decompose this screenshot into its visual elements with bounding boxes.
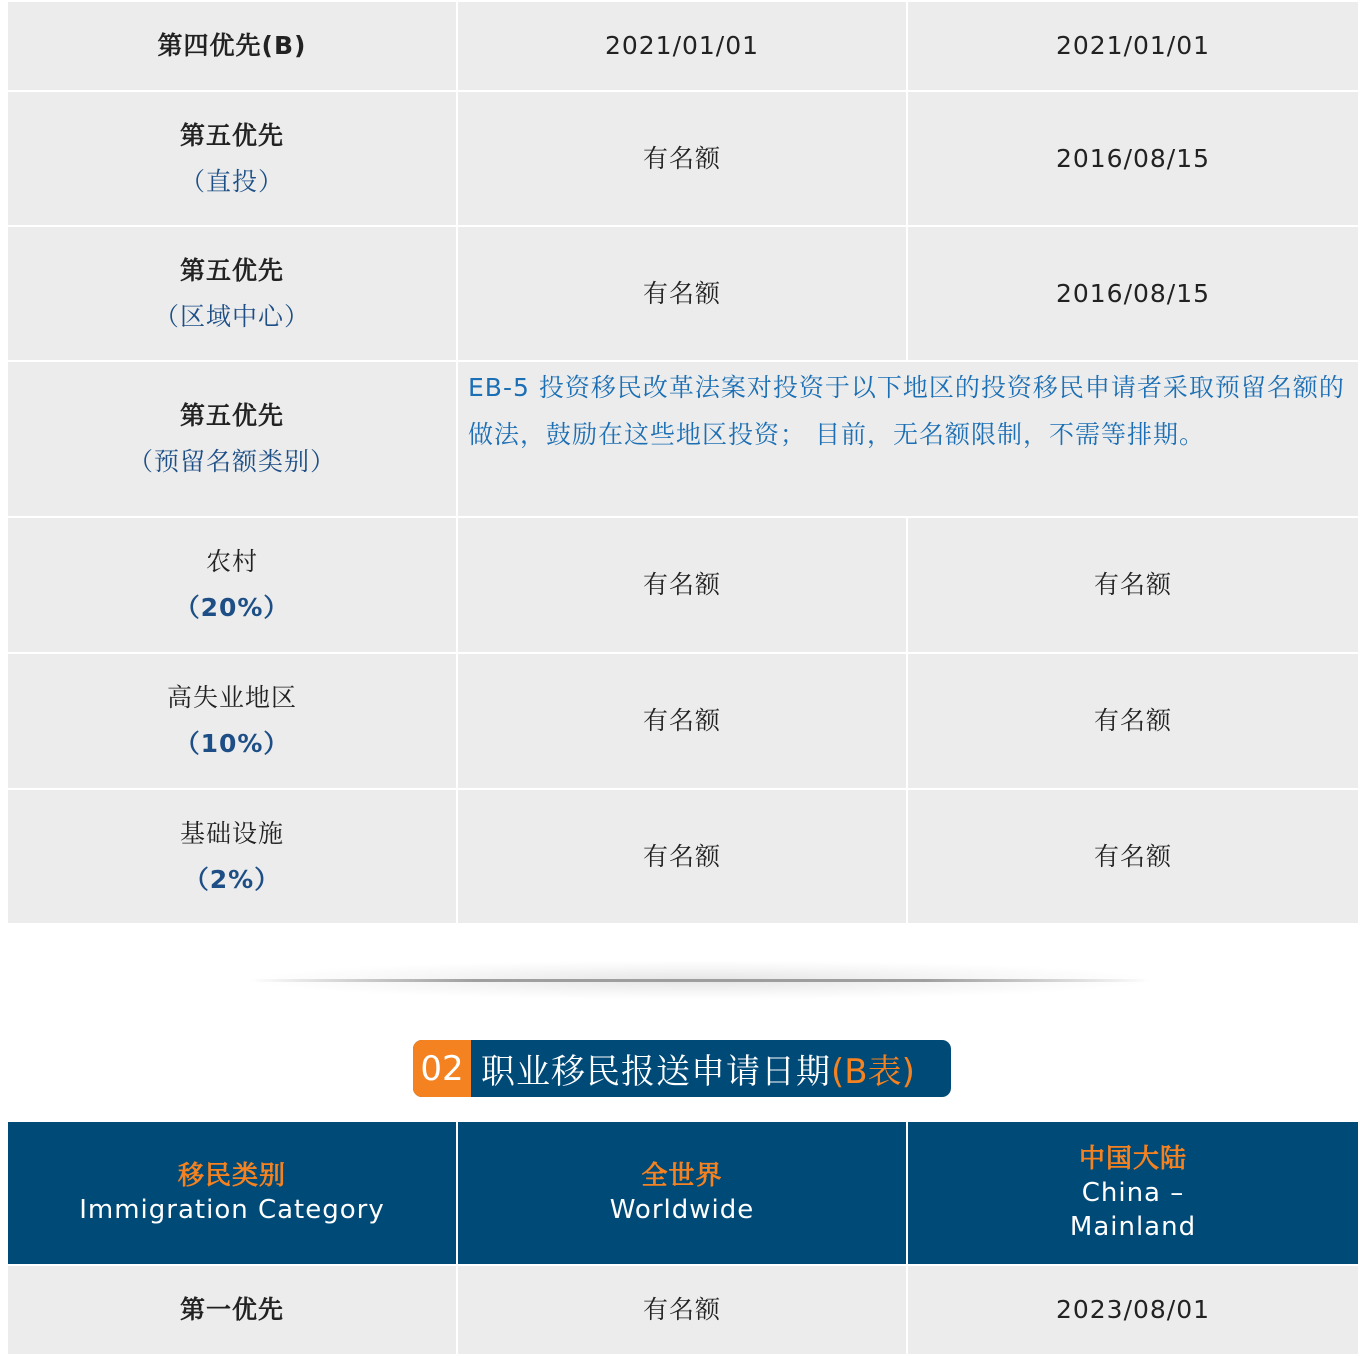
header-worldwide-en: Worldwide [609, 1195, 755, 1225]
category-label: 第五优先 [179, 120, 284, 150]
category-sublabel: （预留名额类别） [127, 447, 336, 476]
worldwide-cell: 有名额 [457, 91, 907, 226]
category-label: 基础设施 [179, 818, 284, 848]
table-row [7, 226, 1359, 361]
header-worldwide-zh: 全世界 [641, 1161, 723, 1191]
china-cell: 有名额 [907, 653, 1359, 789]
header-china-zh: 中国大陆 [1078, 1144, 1187, 1174]
worldwide-cell: 有名额 [457, 653, 907, 789]
category-cell [7, 361, 457, 517]
section-divider [240, 960, 1160, 1000]
table-row [7, 653, 1359, 789]
category-cell [7, 226, 457, 361]
china-cell: 2016/08/15 [907, 226, 1359, 361]
reserved-visa-note: EB-5 投资移民改革法案对投资于以下地区的投资移民申请者采取预留名额的做法，鼓励在这些地区投资； 目前，无名额限制，不需等排期。 [457, 361, 1359, 517]
header-worldwide [457, 1121, 907, 1265]
section-title-suffix: (B表) [831, 1052, 915, 1092]
section-title-text: 职业移民报送申请日期 [481, 1052, 831, 1092]
category-sublabel: （区域中心） [153, 301, 310, 331]
category-label: 第一优先 [179, 1295, 284, 1324]
china-cell: 有名额 [907, 517, 1359, 653]
header-china-en-line1: China – [1081, 1178, 1185, 1208]
china-cell: 2016/08/15 [907, 91, 1359, 226]
worldwide-cell: 有名额 [457, 517, 907, 653]
section-heading [413, 1040, 951, 1097]
category-label: 高失业地区 [166, 683, 297, 712]
category-cell [7, 517, 457, 653]
dates-for-filing-table [6, 1120, 1360, 1356]
section-number-badge: 02 [413, 1040, 471, 1097]
header-category [7, 1121, 457, 1265]
table-row [7, 517, 1359, 653]
final-action-dates-table [6, 0, 1360, 925]
header-china [907, 1121, 1359, 1265]
category-sublabel: （直投） [179, 166, 284, 196]
worldwide-cell: 有名额 [457, 1265, 907, 1355]
category-sublabel: （2%） [183, 864, 281, 894]
table-row [7, 91, 1359, 226]
divider-line [250, 979, 1150, 982]
category-cell [7, 653, 457, 789]
category-label: 第四优先(B) [157, 31, 307, 60]
category-label: 第五优先 [179, 255, 284, 285]
category-cell [7, 1, 457, 91]
category-cell [7, 789, 457, 924]
table-header-row [7, 1121, 1359, 1265]
category-cell [7, 1265, 457, 1355]
category-label: 农村 [205, 547, 258, 576]
category-sublabel: （20%） [174, 593, 290, 622]
category-cell [7, 91, 457, 226]
worldwide-cell: 2021/01/01 [457, 1, 907, 91]
header-china-en-line2: Mainland [1069, 1212, 1197, 1242]
table-row [7, 1265, 1359, 1355]
china-cell: 2021/01/01 [907, 1, 1359, 91]
header-category-en: Immigration Category [79, 1195, 385, 1225]
worldwide-cell: 有名额 [457, 226, 907, 361]
china-cell: 2023/08/01 [907, 1265, 1359, 1355]
table-row [7, 1, 1359, 91]
table-row [7, 789, 1359, 924]
table-row [7, 361, 1359, 517]
china-cell: 有名额 [907, 789, 1359, 924]
category-label: 第五优先 [179, 401, 284, 430]
header-category-zh: 移民类别 [177, 1161, 286, 1191]
category-sublabel: （10%） [174, 729, 290, 758]
worldwide-cell: 有名额 [457, 789, 907, 924]
